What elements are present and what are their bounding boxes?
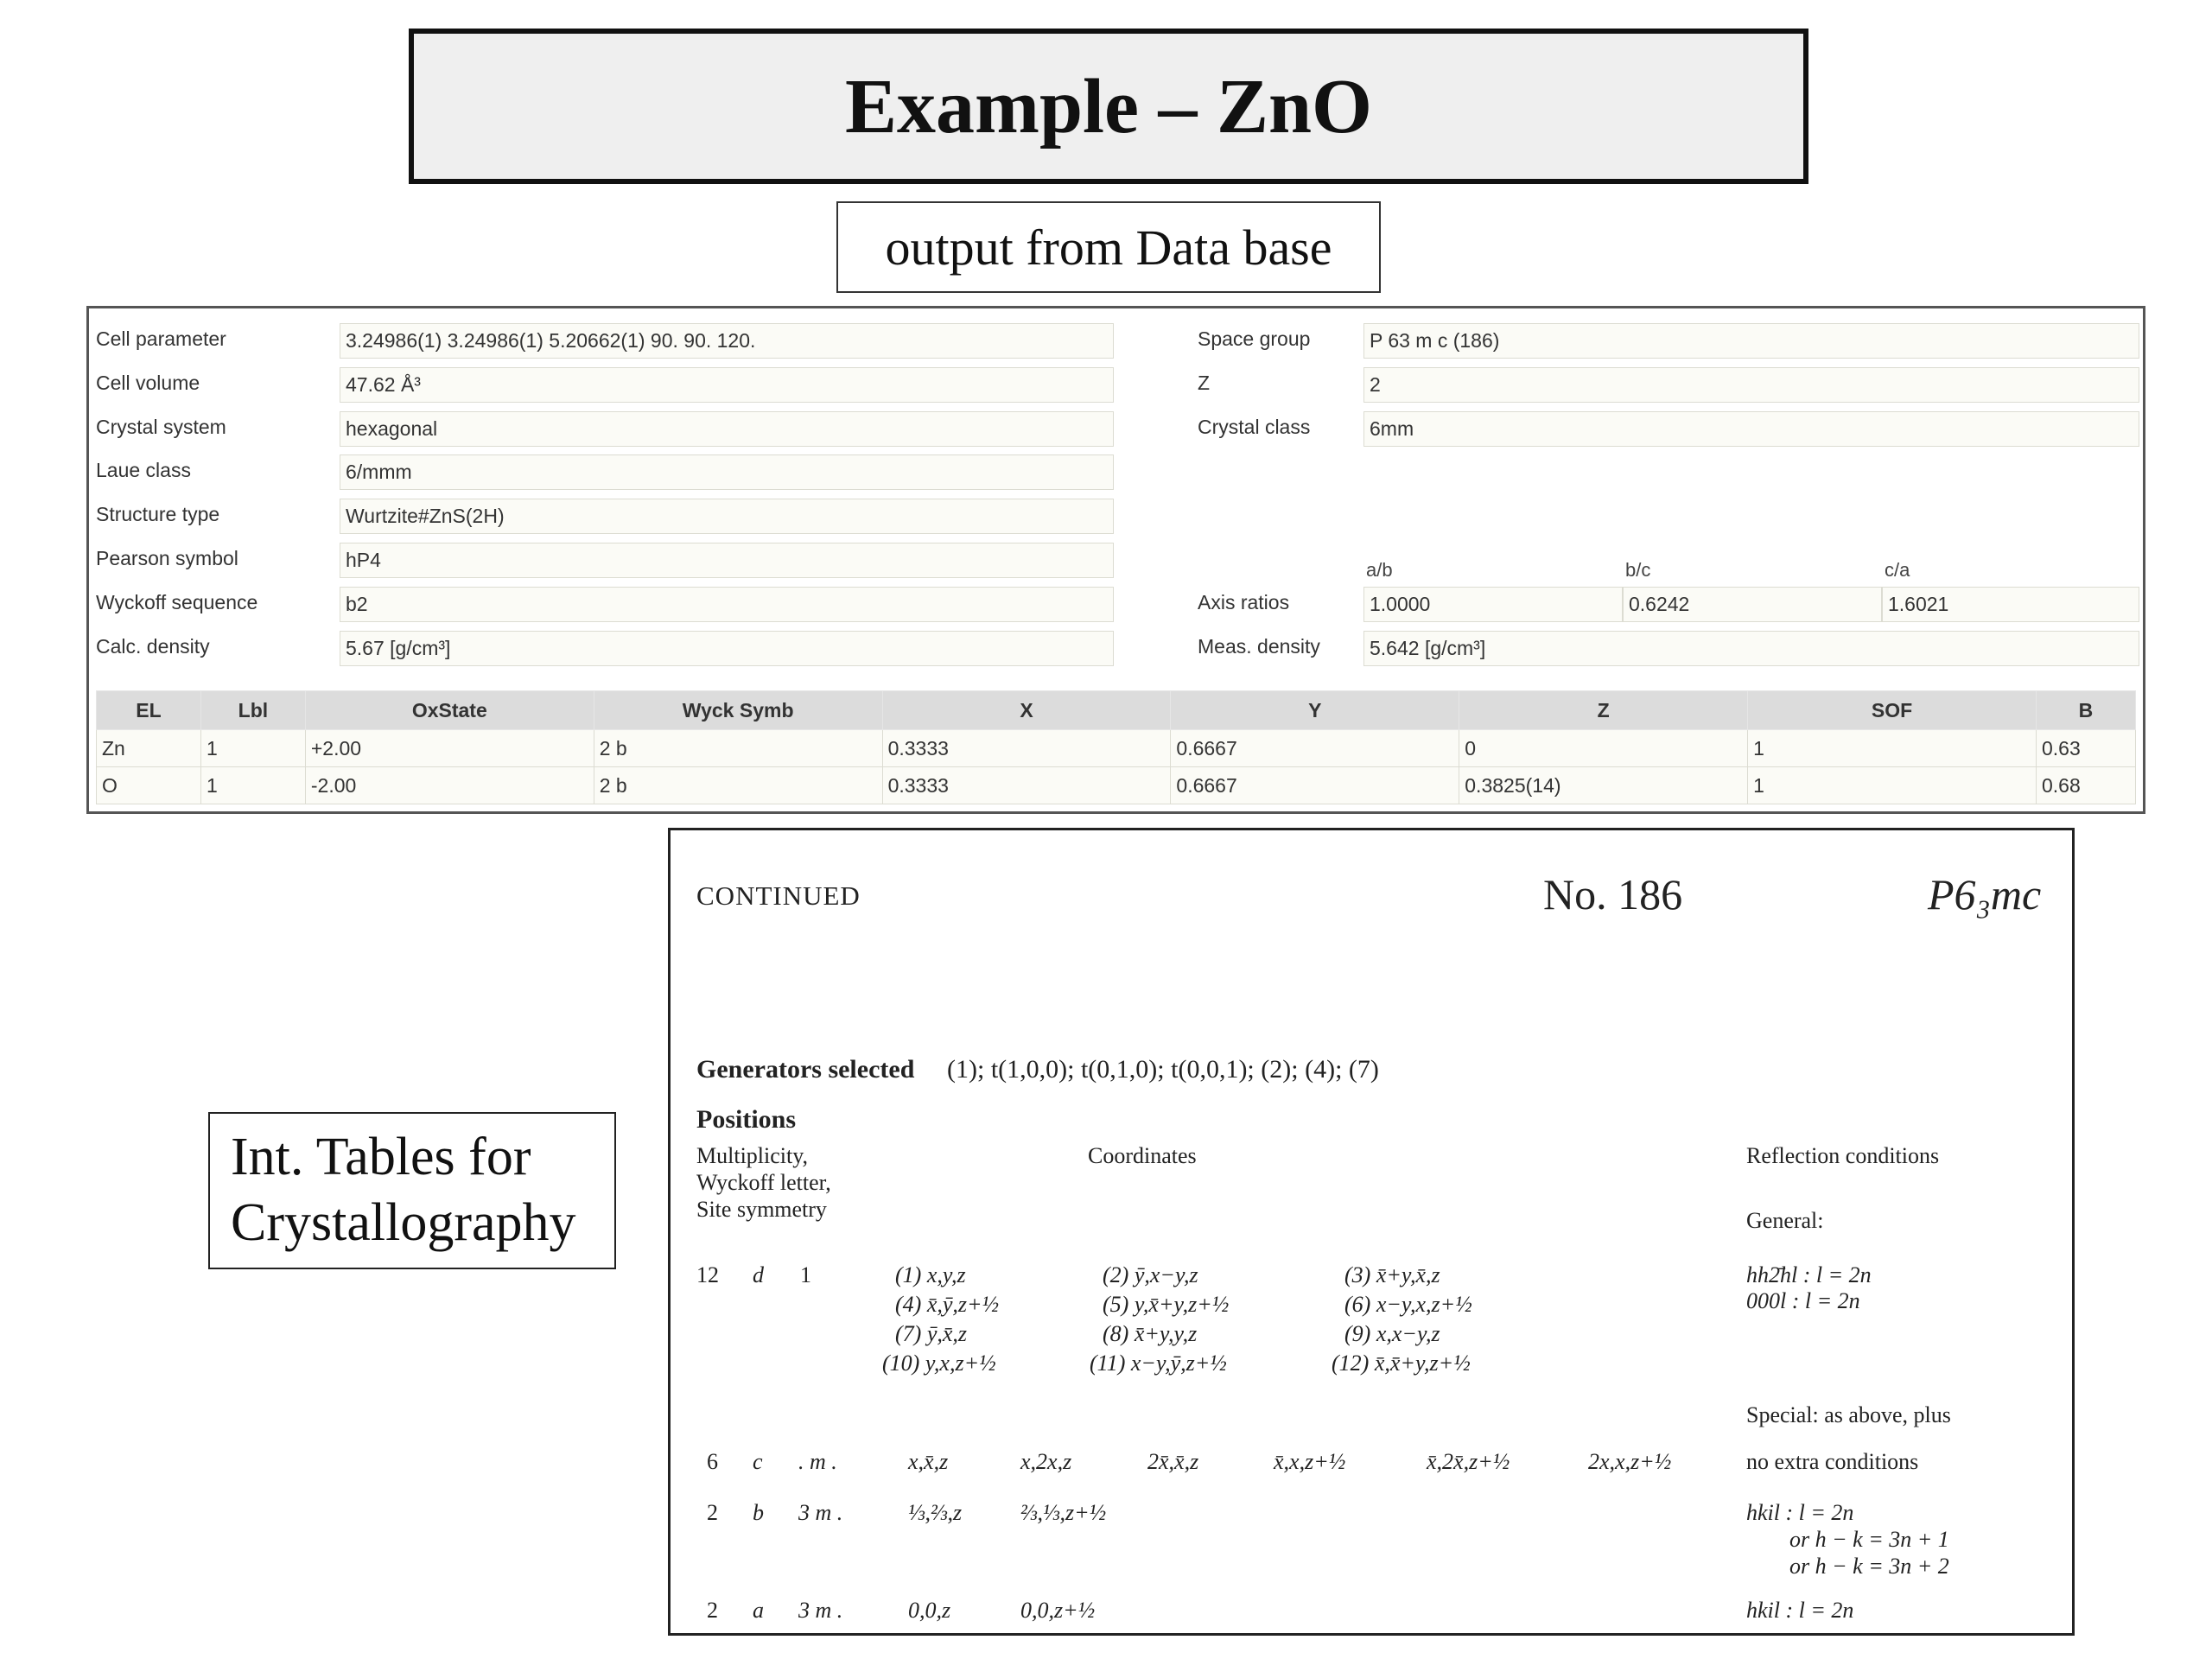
cell: O bbox=[97, 767, 201, 804]
label-cell-parameter: Cell parameter bbox=[96, 327, 226, 350]
c-letter: c bbox=[753, 1449, 763, 1474]
col-oxstate: OxState bbox=[305, 691, 594, 730]
a-multiplicity: 2 bbox=[707, 1598, 718, 1623]
col-reflection-conditions: Reflection conditions bbox=[1746, 1143, 1940, 1168]
database-panel bbox=[86, 306, 2145, 814]
cell: 0.68 bbox=[2036, 767, 2135, 804]
table-row bbox=[97, 767, 2136, 804]
c-coord: 2x,x,z+½ bbox=[1588, 1449, 1672, 1474]
label-meas-density: Meas. density bbox=[1198, 635, 1320, 658]
d-coord: (9) x,x−y,z bbox=[1344, 1321, 1440, 1346]
b-coord: ⅔,⅓,z+½ bbox=[1020, 1500, 1107, 1525]
col-z: Z bbox=[1459, 691, 1748, 730]
subtitle-box bbox=[836, 201, 1381, 293]
field-cell-parameter: 3.24986(1) 3.24986(1) 5.20662(1) 90. 90. 120. bbox=[340, 323, 1114, 359]
field-ratio-ab: 1.0000 bbox=[1363, 587, 1623, 622]
col-wyckoff-letter: Wyckoff letter, bbox=[696, 1170, 831, 1195]
d-coord: (6) x−y,x,z+½ bbox=[1344, 1292, 1472, 1317]
ratio-header-bc: b/c bbox=[1625, 559, 1651, 581]
cell: 1 bbox=[200, 730, 305, 767]
d-site-symmetry: 1 bbox=[800, 1262, 811, 1287]
label-crystal-system: Crystal system bbox=[96, 416, 226, 438]
field-structure-type: Wurtzite#ZnS(2H) bbox=[340, 499, 1114, 534]
d-coord: (10) y,x,z+½ bbox=[882, 1351, 996, 1376]
page-title: Example – ZnO bbox=[844, 63, 1373, 149]
group-symbol: P6₃mc bbox=[1928, 870, 2042, 918]
label-wyckoff-sequence: Wyckoff sequence bbox=[96, 591, 258, 613]
col-sof: SOF bbox=[1748, 691, 2037, 730]
generators-list: (1); t(1,0,0); t(0,1,0); t(0,0,1); (2); (4); (7) bbox=[947, 1055, 1379, 1084]
positions-heading: Positions bbox=[696, 1105, 797, 1134]
title-box bbox=[409, 29, 1808, 184]
d-coord: (11) x−y,ȳ,z+½ bbox=[1090, 1351, 1227, 1376]
generators-label: Generators selected bbox=[696, 1055, 915, 1084]
cell: +2.00 bbox=[305, 730, 594, 767]
col-el: EL bbox=[97, 691, 201, 730]
d-coord: (3) x̄+y,x̄,z bbox=[1344, 1262, 1440, 1287]
group-number: No. 186 bbox=[1543, 870, 1683, 918]
b-multiplicity: 2 bbox=[707, 1500, 718, 1525]
cell: 0.6667 bbox=[1171, 767, 1459, 804]
col-y: Y bbox=[1171, 691, 1459, 730]
table-row bbox=[97, 730, 2136, 767]
d-coord: (4) x̄,ȳ,z+½ bbox=[895, 1292, 1000, 1317]
c-coord: x̄,x,z+½ bbox=[1274, 1449, 1346, 1474]
cell: 0.63 bbox=[2036, 730, 2135, 767]
cell: 0.3333 bbox=[882, 767, 1171, 804]
ratio-header-ab: a/b bbox=[1366, 559, 1393, 581]
ratio-header-ca: c/a bbox=[1885, 559, 1910, 581]
field-space-group: P 63 m c (186) bbox=[1363, 323, 2139, 359]
d-reflection: hh2̄hl : l = 2n bbox=[1746, 1262, 1872, 1287]
itc-label-box bbox=[208, 1112, 616, 1269]
b-reflection: or h − k = 3n + 2 bbox=[1789, 1554, 1949, 1579]
a-coord: 0,0,z bbox=[908, 1598, 951, 1623]
d-coord: (2) ȳ,x−y,z bbox=[1103, 1262, 1198, 1287]
d-coord: (7) ȳ,x̄,z bbox=[895, 1321, 968, 1346]
field-ratio-bc: 0.6242 bbox=[1623, 587, 1882, 622]
d-coord: (1) x,y,z bbox=[895, 1262, 966, 1287]
c-coord: x̄,2x̄,z+½ bbox=[1427, 1449, 1510, 1474]
col-b: B bbox=[2036, 691, 2135, 730]
field-meas-density: 5.642 [g/cm³] bbox=[1363, 631, 2139, 666]
label-axis-ratios: Axis ratios bbox=[1198, 591, 1290, 613]
general-label: General: bbox=[1746, 1208, 1824, 1233]
d-coord: (8) x̄+y,y,z bbox=[1103, 1321, 1198, 1346]
a-site-symmetry: 3 m . bbox=[798, 1598, 843, 1623]
cell: 1 bbox=[200, 767, 305, 804]
field-pearson-symbol: hP4 bbox=[340, 543, 1114, 578]
cell: 0.3825(14) bbox=[1459, 767, 1748, 804]
special-label: Special: as above, plus bbox=[1746, 1402, 1951, 1427]
label-crystal-class: Crystal class bbox=[1198, 416, 1311, 438]
table-header-row bbox=[97, 691, 2136, 730]
label-z: Z bbox=[1198, 372, 1211, 394]
field-z: 2 bbox=[1363, 367, 2139, 403]
cell: Zn bbox=[97, 730, 201, 767]
cell: 0 bbox=[1459, 730, 1748, 767]
cell: 1 bbox=[1748, 730, 2037, 767]
cell: 1 bbox=[1748, 767, 2037, 804]
b-reflection: or h − k = 3n + 1 bbox=[1789, 1527, 1949, 1552]
b-letter: b bbox=[753, 1500, 764, 1525]
d-coord: (12) x̄,x̄+y,z+½ bbox=[1332, 1351, 1471, 1376]
a-reflection: hkil : l = 2n bbox=[1746, 1598, 1854, 1623]
b-site-symmetry: 3 m . bbox=[798, 1500, 843, 1525]
itc-page bbox=[668, 828, 2075, 1636]
col-site-symmetry: Site symmetry bbox=[696, 1197, 827, 1222]
c-coord: 2x̄,x̄,z bbox=[1147, 1449, 1199, 1474]
col-wyck-symb: Wyck Symb bbox=[594, 691, 882, 730]
c-reflection: no extra conditions bbox=[1746, 1449, 1919, 1474]
field-cell-volume: 47.62 Å³ bbox=[340, 367, 1114, 403]
c-multiplicity: 6 bbox=[707, 1449, 718, 1474]
continued-heading: CONTINUED bbox=[696, 880, 861, 911]
col-coordinates: Coordinates bbox=[1088, 1143, 1197, 1168]
d-coord: (5) y,x̄+y,z+½ bbox=[1103, 1292, 1230, 1317]
field-calc-density: 5.67 [g/cm³] bbox=[340, 631, 1114, 666]
c-coord: x,2x,z bbox=[1020, 1449, 1072, 1474]
label-cell-volume: Cell volume bbox=[96, 372, 200, 394]
field-crystal-class: 6mm bbox=[1363, 411, 2139, 447]
cell: 0.3333 bbox=[882, 730, 1171, 767]
cell: -2.00 bbox=[305, 767, 594, 804]
cell: 2 b bbox=[594, 767, 882, 804]
subtitle: output from Data base bbox=[885, 219, 1332, 276]
d-letter: d bbox=[753, 1262, 764, 1287]
col-x: X bbox=[882, 691, 1171, 730]
field-crystal-system: hexagonal bbox=[340, 411, 1114, 447]
itc-label-line-2: Crystallography bbox=[231, 1193, 576, 1252]
a-coord: 0,0,z+½ bbox=[1020, 1598, 1096, 1623]
field-laue-class: 6/mmm bbox=[340, 454, 1114, 490]
label-laue-class: Laue class bbox=[96, 459, 191, 481]
a-letter: a bbox=[753, 1598, 764, 1623]
col-lbl: Lbl bbox=[200, 691, 305, 730]
c-site-symmetry: . m . bbox=[798, 1449, 837, 1474]
label-pearson-symbol: Pearson symbol bbox=[96, 547, 238, 569]
b-reflection: hkil : l = 2n bbox=[1746, 1500, 1854, 1525]
d-reflection: 000l : l = 2n bbox=[1746, 1288, 1860, 1313]
col-multiplicity: Multiplicity, bbox=[696, 1143, 809, 1168]
b-coord: ⅓,⅔,z bbox=[908, 1500, 963, 1525]
label-calc-density: Calc. density bbox=[96, 635, 210, 658]
c-coord: x,x̄,z bbox=[908, 1449, 949, 1474]
field-ratio-ca: 1.6021 bbox=[1882, 587, 2139, 622]
cell: 2 b bbox=[594, 730, 882, 767]
atom-table bbox=[96, 690, 2136, 804]
label-structure-type: Structure type bbox=[96, 503, 220, 525]
label-space-group: Space group bbox=[1198, 327, 1311, 350]
itc-label-line-1: Int. Tables for bbox=[231, 1128, 531, 1186]
cell: 0.6667 bbox=[1171, 730, 1459, 767]
field-wyckoff-sequence: b2 bbox=[340, 587, 1114, 622]
d-multiplicity: 12 bbox=[696, 1262, 719, 1287]
